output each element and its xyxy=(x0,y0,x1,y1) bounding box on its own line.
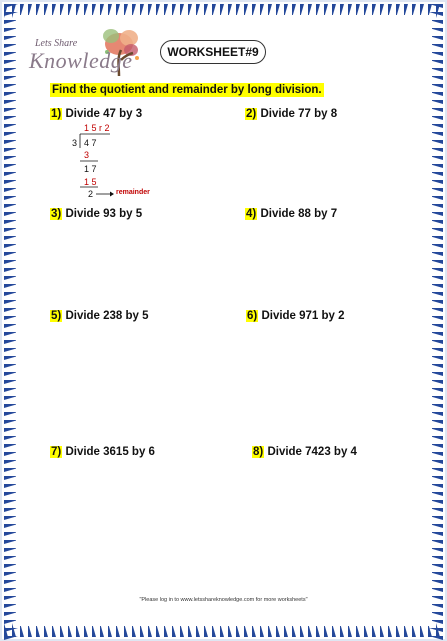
problem-number: 5) xyxy=(51,310,62,322)
problem-text: Divide 971 by 2 xyxy=(261,310,345,322)
problem-1 xyxy=(50,108,142,120)
problem-text: Divide 47 by 3 xyxy=(65,108,143,120)
problem-text: Divide 238 by 5 xyxy=(65,310,149,322)
problem-4 xyxy=(245,208,337,220)
instruction-text: Find the quotient and remainder by long division. xyxy=(52,84,322,96)
problem-2 xyxy=(245,108,337,120)
problem-text: Divide 93 by 5 xyxy=(65,208,143,220)
logo-big-text: Knowledge xyxy=(29,48,133,73)
bring-down-step: 1 7 xyxy=(84,164,97,174)
problem-5 xyxy=(50,310,149,322)
problem-number: 8) xyxy=(253,446,264,458)
problem-text: Divide 88 by 7 xyxy=(260,208,338,220)
subtract-step-2: 1 5 xyxy=(84,177,97,187)
quotient: 1 5 r 2 xyxy=(84,123,110,133)
problem-number: 2) xyxy=(246,108,257,120)
logo xyxy=(27,26,152,82)
problem-text: Divide 3615 by 6 xyxy=(65,446,155,458)
problem-text: Divide 77 by 8 xyxy=(260,108,338,120)
problem-number: 4) xyxy=(246,208,257,220)
problem-7 xyxy=(50,446,155,458)
problem-number: 7) xyxy=(51,446,62,458)
worksheet-title: WORKSHEET#9 xyxy=(160,40,266,64)
problem-6 xyxy=(246,310,345,322)
problem-3 xyxy=(50,208,142,220)
subtract-step-1: 3 xyxy=(84,150,90,160)
problem-number: 6) xyxy=(247,310,258,322)
dividend: 4 7 xyxy=(84,138,97,148)
remainder-value: 2 xyxy=(88,189,94,199)
divisor: 3 xyxy=(72,138,78,148)
remainder-label: remainder xyxy=(116,189,150,196)
footer-note: "Please log in to www.letsshareknowledge.com for more worksheets" xyxy=(139,597,308,603)
problem-text: Divide 7423 by 4 xyxy=(267,446,357,458)
problem-number: 1) xyxy=(51,108,62,120)
problem-number: 3) xyxy=(51,208,62,220)
logo-small-text: Lets Share xyxy=(35,38,78,49)
problem-8 xyxy=(252,446,357,458)
